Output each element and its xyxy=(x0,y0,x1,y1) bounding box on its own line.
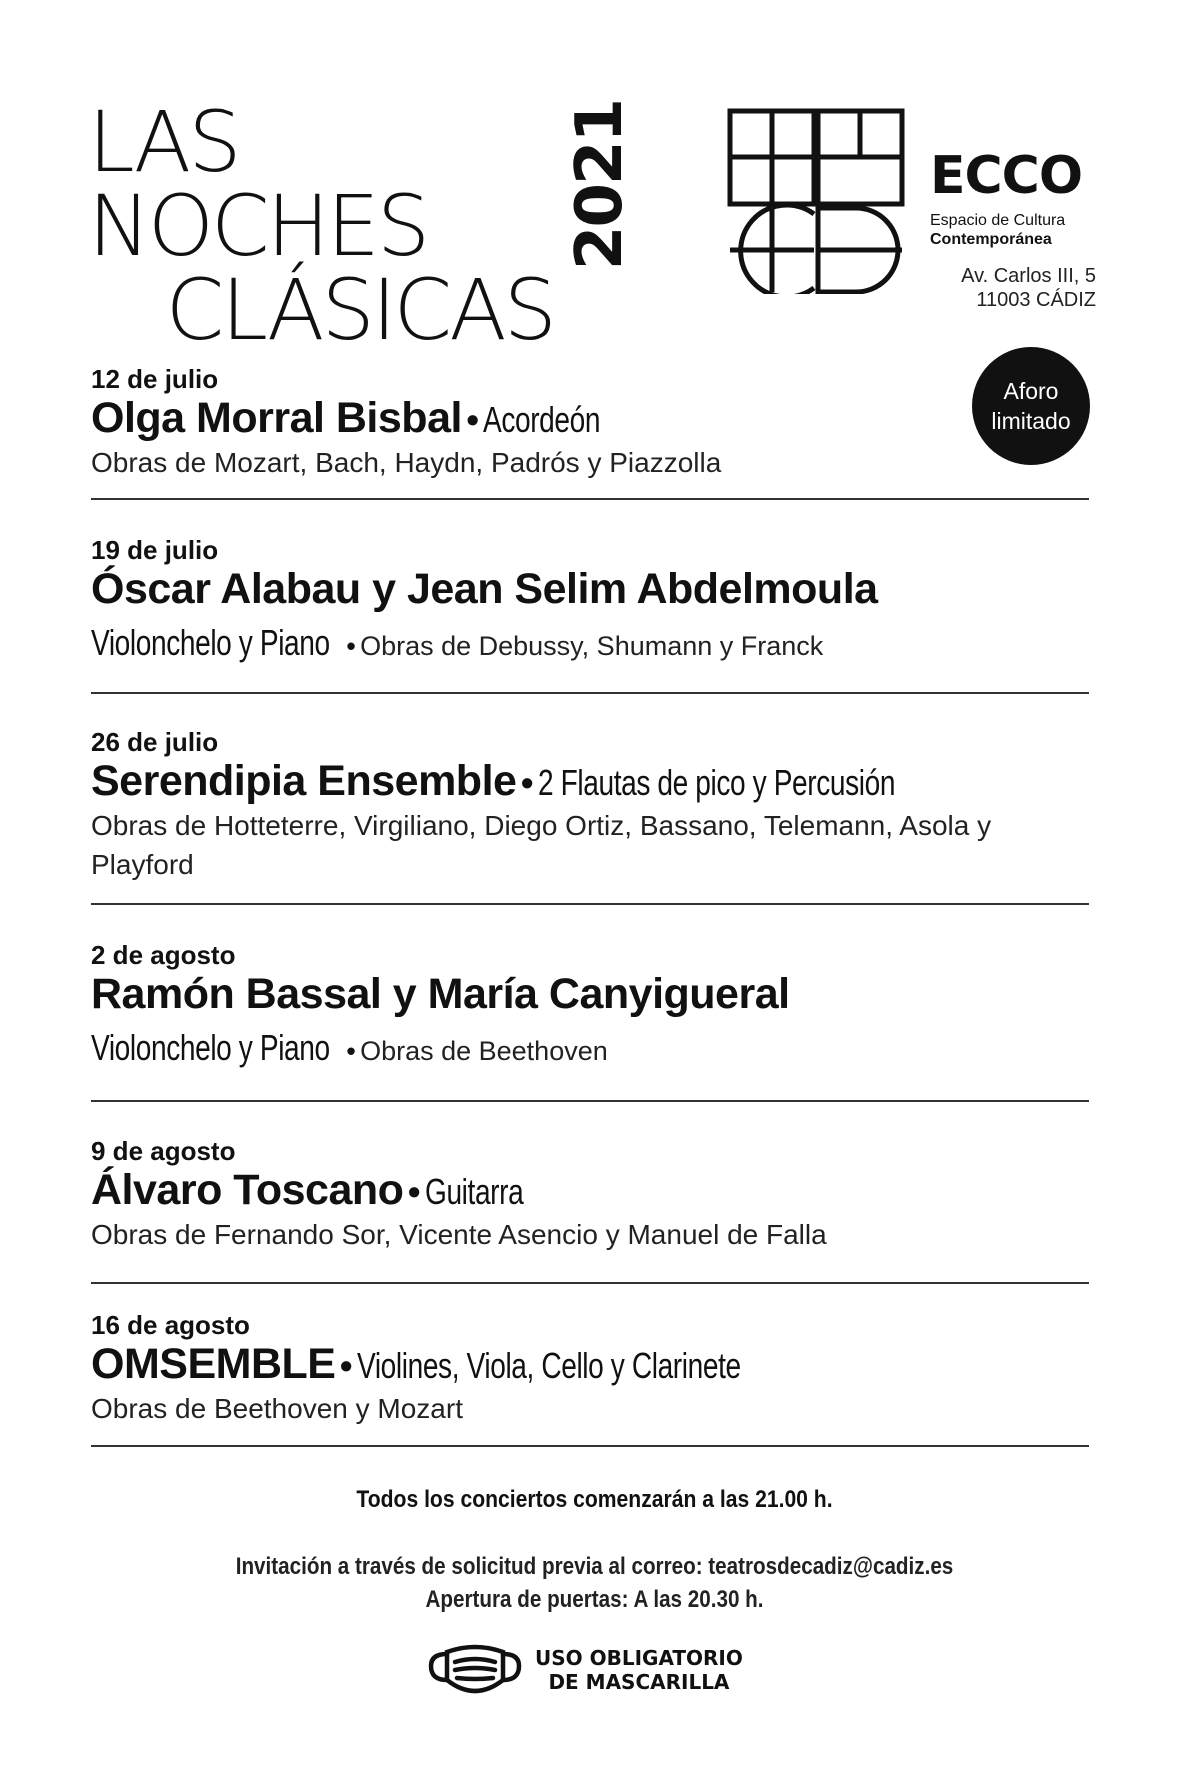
event-heading xyxy=(91,757,1089,806)
bullet-separator: • xyxy=(407,1171,421,1212)
venue-name: ECCO xyxy=(930,146,1083,206)
venue-subtitle-1: Espacio de Cultura xyxy=(930,212,1066,229)
divider xyxy=(91,498,1089,500)
event-item xyxy=(91,727,1089,884)
event-performer: Ramón Bassal y María Canyigueral xyxy=(91,970,790,1018)
event-instrument: Violines, Viola, Cello y Clarinete xyxy=(356,1345,741,1386)
venue-subtitle-2: Contemporánea xyxy=(930,231,1052,248)
mask-line-2: DE MASCARILLA xyxy=(548,1670,730,1694)
bullet-separator: • xyxy=(466,399,479,440)
event-date: 19 de julio xyxy=(91,535,219,565)
divider xyxy=(91,1100,1089,1102)
venue-address xyxy=(961,264,1096,312)
event-item xyxy=(91,940,1089,1069)
event-heading xyxy=(91,1340,1089,1389)
badge-line-2: limitado xyxy=(991,408,1071,434)
divider xyxy=(91,1282,1089,1284)
event-date: 2 de agosto xyxy=(91,940,236,970)
bullet-separator: • xyxy=(520,762,534,803)
event-works: Obras de Debussy, Shumann y Franck xyxy=(360,631,824,661)
doors-text: Apertura de puertas: A las 20.30 h. xyxy=(425,1586,764,1613)
poster-title xyxy=(88,93,558,359)
event-heading xyxy=(91,565,1089,614)
event-heading xyxy=(91,970,1089,1019)
badge-line-1: Aforo xyxy=(1003,378,1059,404)
event-works: Obras de Mozart, Bach, Haydn, Padrós y Piazzolla xyxy=(91,447,722,478)
event-works: Obras de Beethoven xyxy=(360,1036,608,1066)
event-instrument: Guitarra xyxy=(424,1171,524,1212)
event-instrument: Violonchelo y Piano xyxy=(91,622,330,663)
divider xyxy=(91,903,1089,905)
event-details xyxy=(91,1027,1089,1069)
event-works: Obras de Fernando Sor, Vicente Asencio y Manuel de Falla xyxy=(91,1219,827,1250)
ecco-logo-icon xyxy=(726,108,908,294)
bullet-separator: • xyxy=(346,1036,356,1066)
event-date: 26 de julio xyxy=(91,727,219,757)
divider xyxy=(91,1445,1089,1447)
event-details xyxy=(91,622,1089,664)
year-text: 2021 xyxy=(563,99,637,271)
event-item xyxy=(91,535,1089,664)
event-instrument: Violonchelo y Piano xyxy=(91,1027,330,1068)
divider xyxy=(91,692,1089,694)
title-line-1: LAS NOCHES xyxy=(88,93,428,275)
event-instrument: 2 Flautas de pico y Percusión xyxy=(537,762,896,803)
invitation-text: Invitación a través de solicitud previa al correo: teatrosdecadiz@cadiz.es xyxy=(235,1553,954,1580)
bullet-separator: • xyxy=(346,631,356,661)
year-label xyxy=(563,99,637,271)
event-works: Obras de Hotteterre, Virgiliano, Diego Ortiz, Bassano, Telemann, Asola y Playford xyxy=(91,810,992,880)
invitation-note xyxy=(0,1550,1189,1616)
event-heading xyxy=(91,1166,1089,1215)
event-heading xyxy=(91,394,1089,443)
event-performer: OMSEMBLE xyxy=(91,1340,336,1388)
start-time-note: Todos los conciertos comenzarán a las 21.00 h. xyxy=(356,1486,833,1513)
mask-line-1: USO OBLIGATORIO xyxy=(535,1646,743,1670)
face-mask-icon xyxy=(425,1640,525,1702)
event-item xyxy=(91,1136,1089,1254)
event-works: Obras de Beethoven y Mozart xyxy=(91,1393,463,1424)
title-line-2: CLÁSICAS xyxy=(165,261,554,359)
event-performer: Óscar Alabau y Jean Selim Abdelmoula xyxy=(91,565,878,613)
event-date: 9 de agosto xyxy=(91,1136,236,1166)
address-line-1: Av. Carlos III, 5 xyxy=(961,265,1096,287)
event-performer: Serendipia Ensemble xyxy=(91,757,517,805)
event-date: 16 de agosto xyxy=(91,1310,250,1340)
event-date: 12 de julio xyxy=(91,364,219,394)
event-performer: Olga Morral Bisbal xyxy=(91,394,462,442)
event-instrument: Acordeón xyxy=(483,399,601,440)
address-line-2: 11003 CÁDIZ xyxy=(976,289,1096,311)
event-item xyxy=(91,1310,1089,1428)
bullet-separator: • xyxy=(339,1345,353,1386)
mask-notice xyxy=(535,1646,743,1694)
event-item xyxy=(91,364,1089,482)
event-performer: Álvaro Toscano xyxy=(91,1166,404,1214)
